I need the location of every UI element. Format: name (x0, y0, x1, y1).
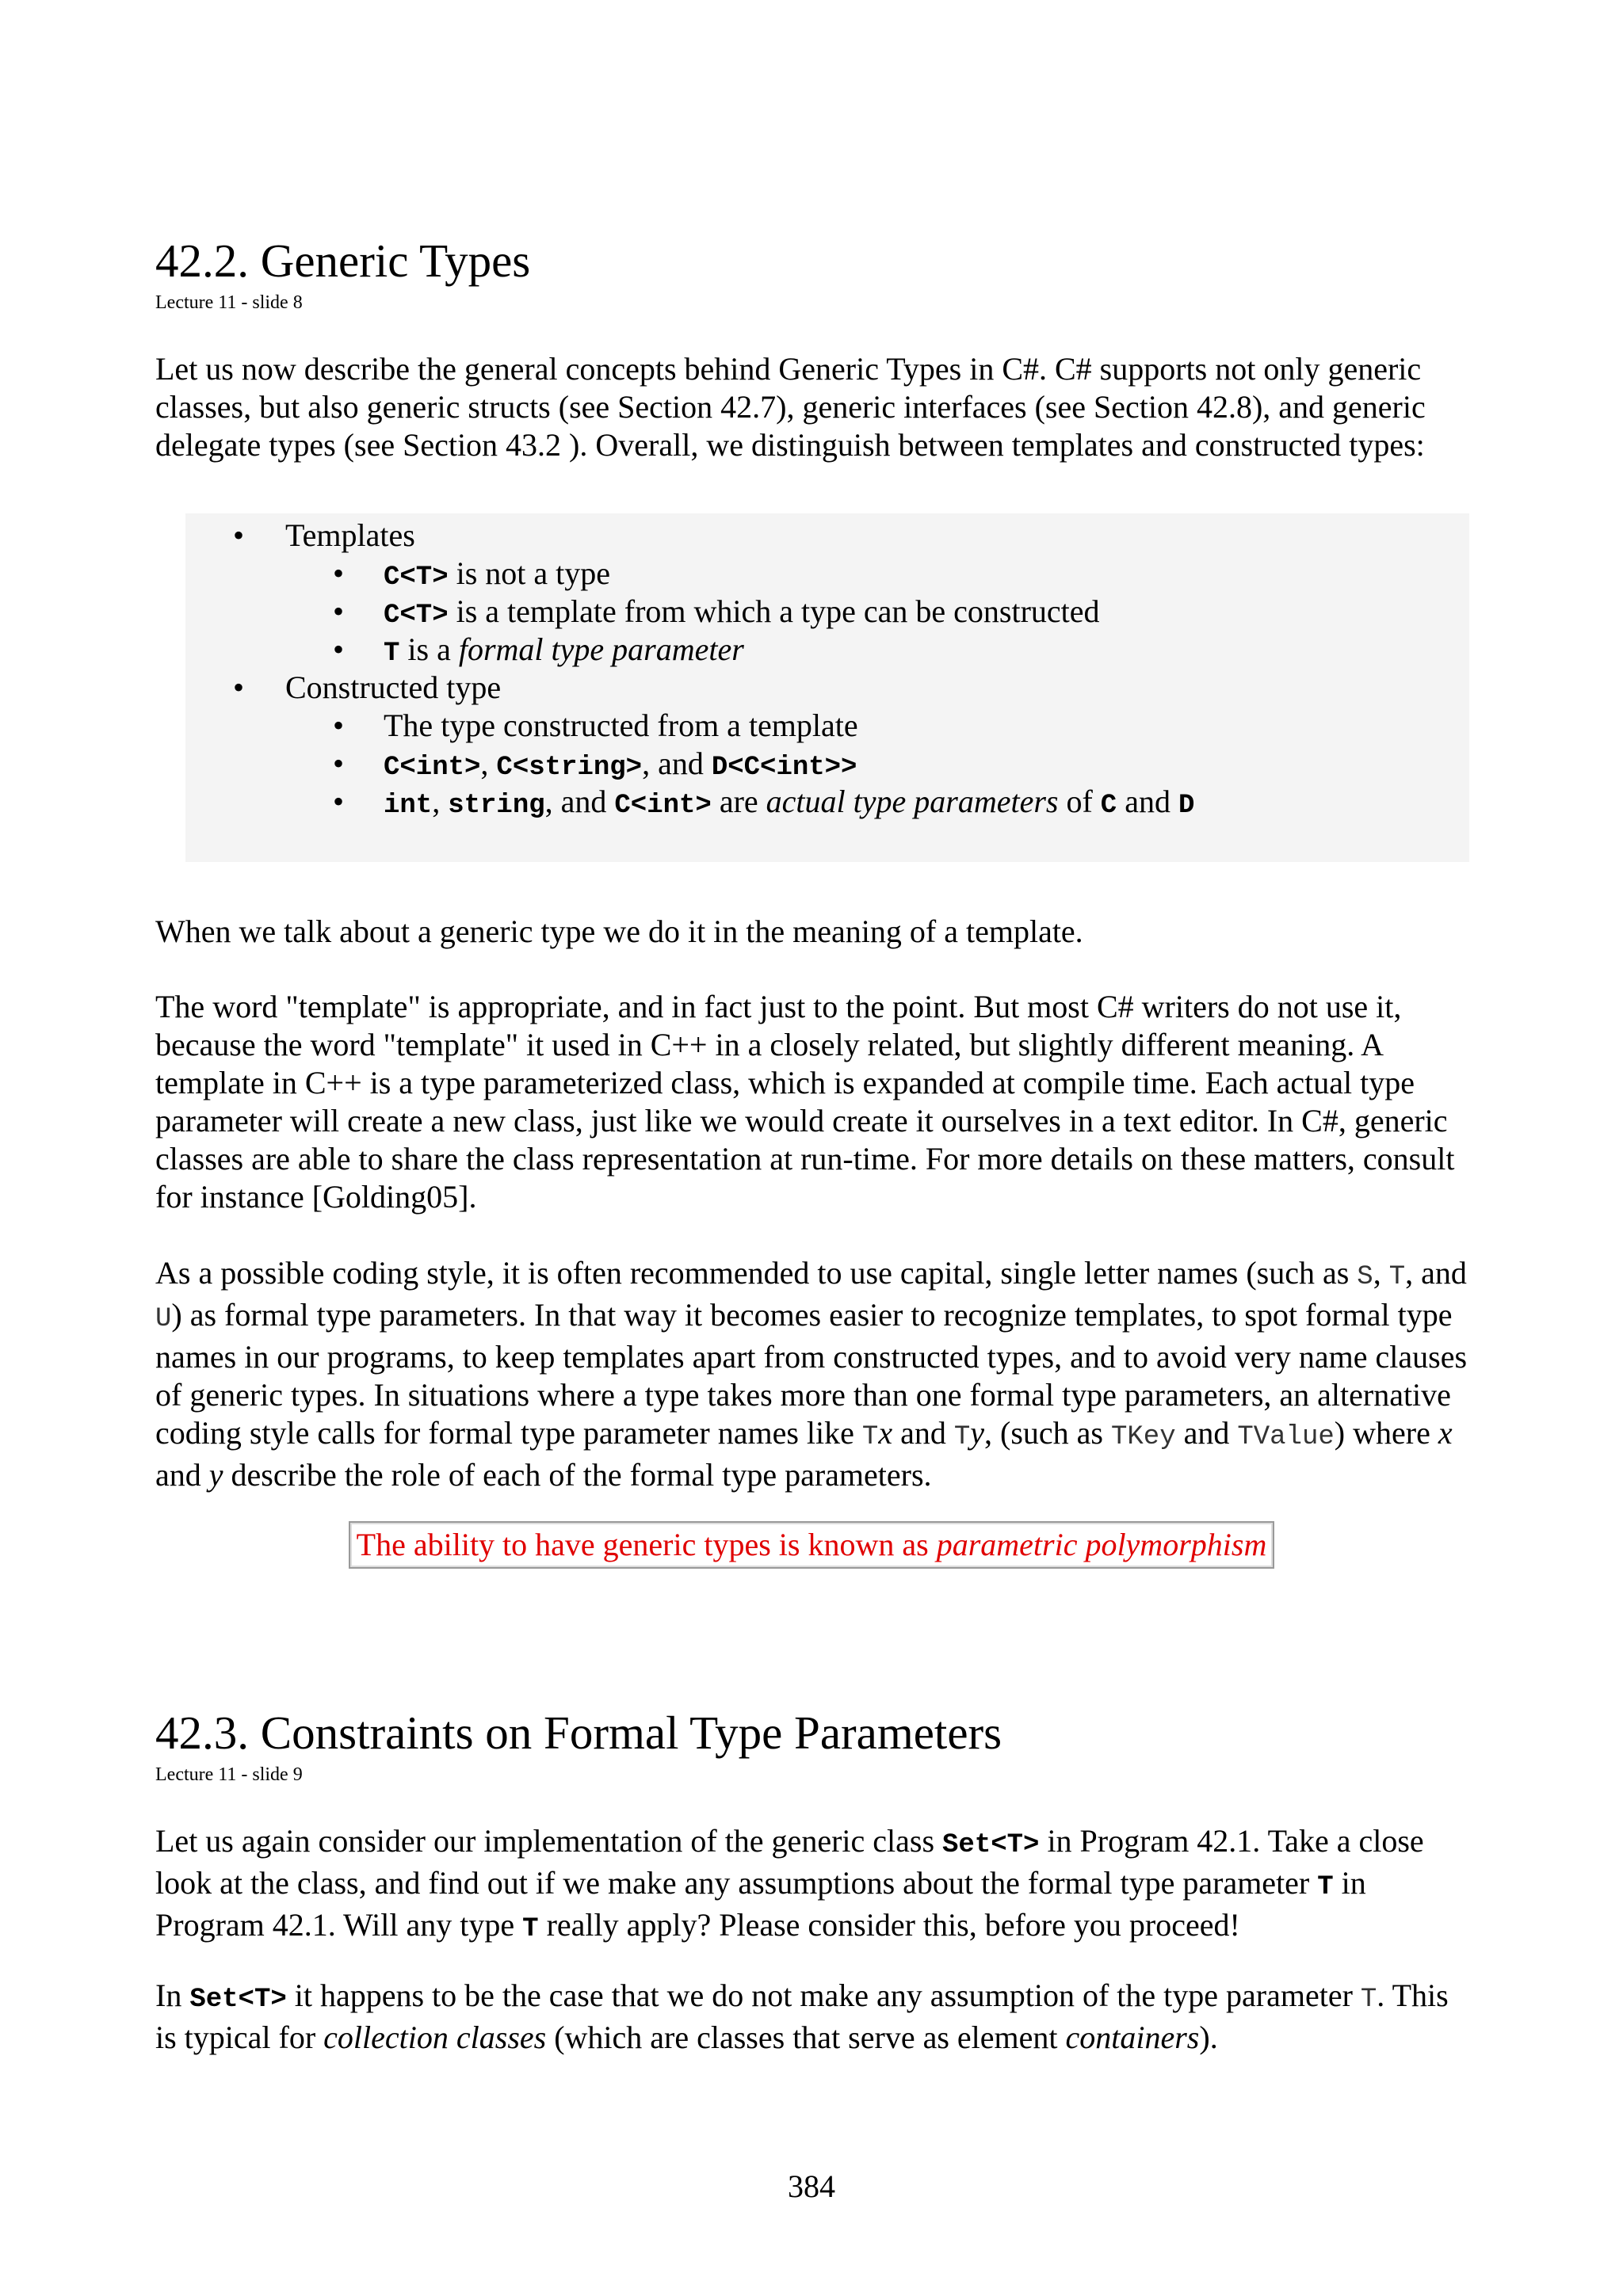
intro-paragraph: Let us now describe the general concepts behind Generic Types in C#. C# supports not only generic classes, but also generic structs (see Section 42.7), generic interfaces (see Section 42.8), and generic delegate types (see Section 43.2 ). Overall, we distinguish between templates and constructed types: (155, 351, 1426, 463)
list-item-constructed-type: Constructed type (285, 669, 502, 705)
list-item: int, string, and C<int> are actual type parameters of C and D (384, 784, 1195, 821)
page-number: 384 (788, 2168, 835, 2204)
list-item: T is a formal type parameter (384, 631, 744, 669)
paragraph-collection-classes: In Set<T> it happens to be the case that we do not make any assumption of the type parameter T. This is typical for collection classes (which are classes that serve as element containers). (155, 1978, 1449, 2055)
section-heading-42-3: 42.3. Constraints on Formal Type Parameters (155, 1707, 1002, 1759)
callout-box: The ability to have generic types is known as parametric polymorphism (349, 1521, 1275, 1569)
slide-reference[interactable]: Lecture 11 - slide 9 (155, 1764, 303, 1785)
callout-container (333, 1521, 1290, 1569)
bullet-icon: • (333, 707, 345, 743)
bullet-icon: • (333, 631, 345, 667)
list-item: C<T> is not a type (384, 555, 611, 593)
bullet-icon: • (333, 593, 345, 629)
section-heading-42-2: 42.2. Generic Types (155, 235, 531, 287)
bullet-icon: • (333, 555, 345, 591)
paragraph-meaning: When we talk about a generic type we do it in the meaning of a template. (155, 913, 1083, 949)
paragraph-coding-style: As a possible coding style, it is often recommended to use capital, single letter names (such as S, T, and U) as formal type parameters. In that way it becomes easier to recognize templates, to spot formal type names in our programs, to keep templates apart from constructed types, and to avoid very name clauses of generic types. In situations where a type takes more than one formal type parameters, an alternative coding style calls for formal type parameter names like Tx and Ty, (such as TKey and TValue) where x and y describe the role of each of the formal type parameters. (155, 1255, 1468, 1493)
paragraph-consider: Let us again consider our implementation of the generic class Set<T> in Program 42.1. Take a close look at the class, and find out if we make any assumptions about the formal type parameter T in Program 42.1. Will any type T really apply? Please consider this, before you proceed! (155, 1823, 1424, 1944)
bullet-icon: • (233, 669, 245, 705)
bullet-icon: • (233, 517, 245, 553)
list-item: C<T> is a template from which a type can be constructed (384, 593, 1100, 631)
bullet-icon: • (333, 746, 345, 781)
bullet-icon: • (333, 784, 345, 819)
slide-reference[interactable]: Lecture 11 - slide 8 (155, 292, 303, 313)
list-item: C<int>, C<string>, and D<C<int>> (384, 746, 857, 783)
list-item: The type constructed from a template (384, 707, 858, 743)
paragraph-template-word: The word "template" is appropriate, and in fact just to the point. But most C# writers do not use it, because the word "template" it used in C++ in a closely related, but slightly different meaning. A template in C++ is a type parameterized class, which is expanded at compile time. Each actual type parameter will create a new class, just like we would create it ourselves in a text editor. In C#, generic classes are able to share the class representation at run-time. For more details on these matters, consult for instance [Golding05]. (155, 989, 1455, 1215)
list-item-templates: Templates (285, 517, 415, 553)
